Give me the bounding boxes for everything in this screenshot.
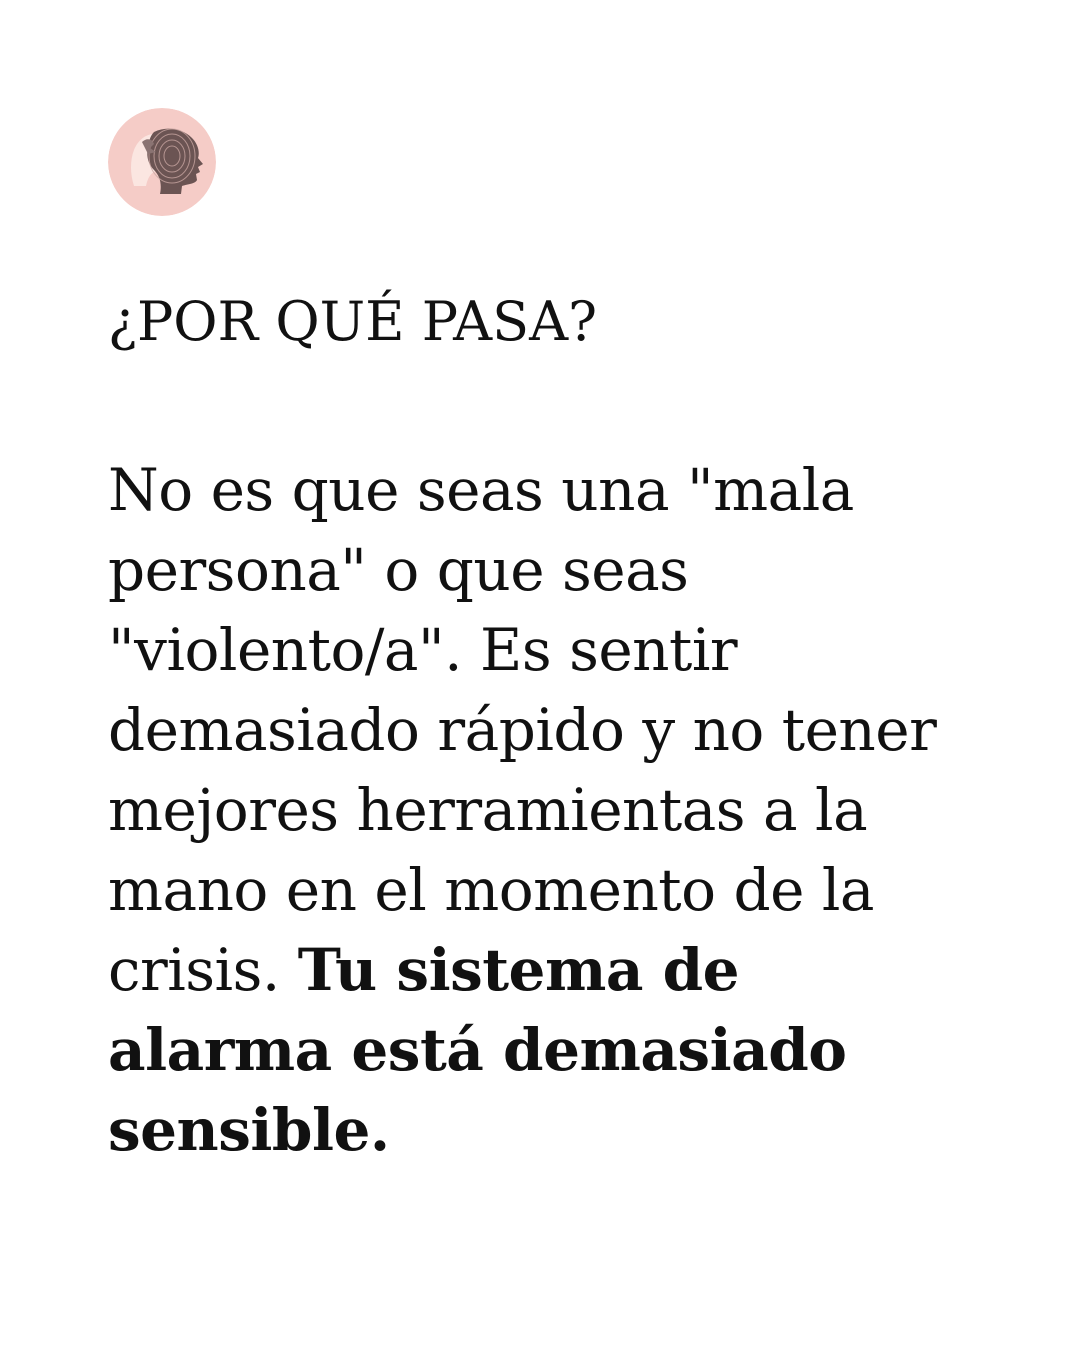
brand-logo-icon — [108, 108, 216, 216]
body-bold-text: Tu sistema de alarma está demasiado sensible. — [108, 936, 847, 1164]
body-paragraph — [108, 450, 968, 1170]
main-content — [108, 288, 988, 1170]
body-regular-text: No es que seas una "mala persona" o que seas "violento/a". Es sentir demasiado rápido y no tener mejores herramientas a la mano en el momento de la crisis. — [108, 456, 937, 1004]
page-heading: ¿POR QUÉ PASA? — [108, 290, 598, 353]
